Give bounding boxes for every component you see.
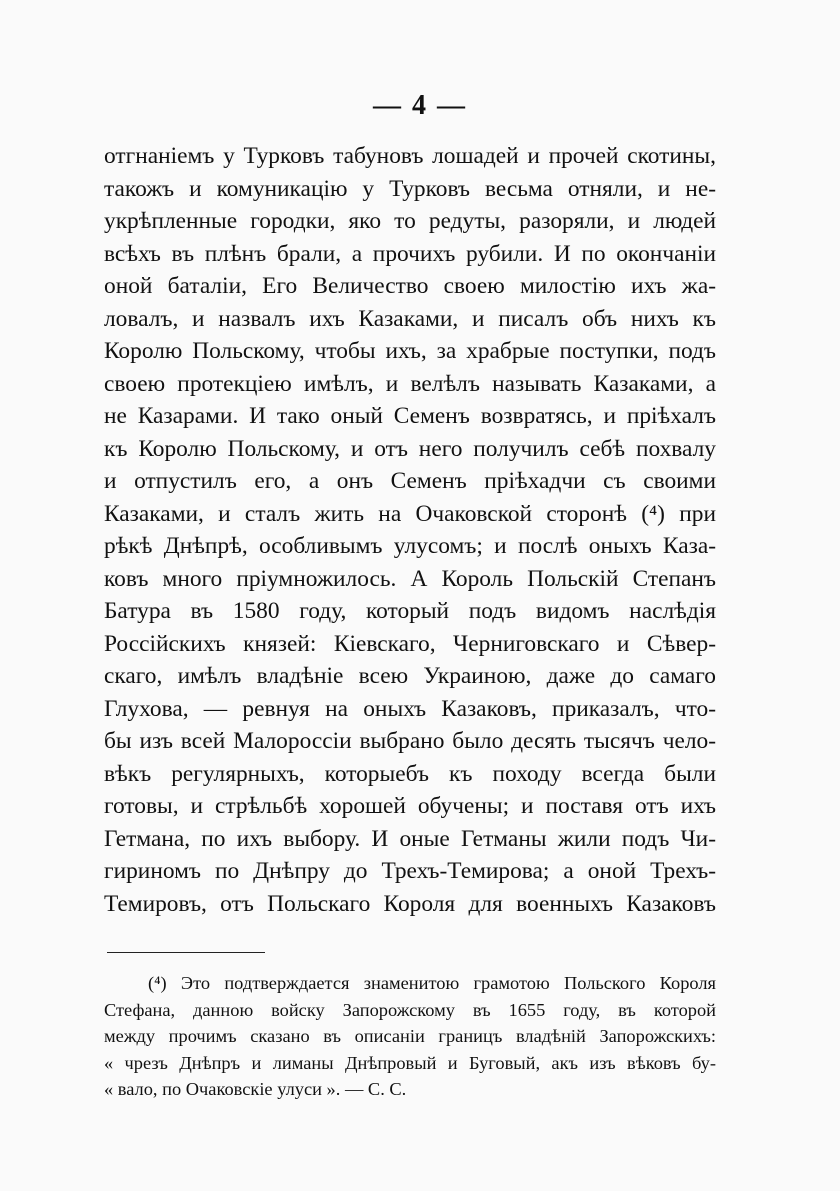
body-text [104,140,716,920]
footnote-divider [107,952,265,953]
text-line: скаго, имѣлъ владѣніе всею Украиною, даже до самаго [104,663,716,689]
text-line: гириномъ по Днѣпру до Трехъ-Темирова; а оной Трехъ- [104,858,716,884]
text-line: рѣкѣ Днѣпрѣ, особливымъ улусомъ; и послѣ оныхъ Каза- [104,533,716,559]
text-line: Россійскихъ князей: Кіевскаго, Черниговскаго и Сѣвер- [104,630,716,657]
text-line: такожъ и комуникацію у Турковъ весьма отняли, и не- [104,175,716,202]
footnote-line: (⁴) Это подтверждается знаменитою грамотою Польского Короля [148,973,716,993]
text-line: не Казарами. И тако оный Семенъ возвратясь, и пріѣхалъ [104,403,716,429]
text-line: готовы, и стрѣльбѣ хорошей обучены; и поставя отъ ихъ [104,793,716,819]
footnote-line: « чрезъ Днѣпръ и лиманы Днѣпровый и Буговый, акъ изъ вѣковъ бу- [104,1052,716,1073]
text-line: и отпустилъ его, а онъ Семенъ пріѣхадчи съ своими [104,468,716,494]
text-line: отгнаніемъ у Турковъ табуновъ лошадей и прочей скотины, [104,143,716,169]
text-line: оной баталіи, Его Величество своею милостію ихъ жа- [104,273,716,299]
text-line: ловалъ, и назвалъ ихъ Казаками, и писалъ объ нихъ къ [104,305,716,332]
text-line: укрѣпленные городки, яко то редуты, разоряли, и людей [104,208,716,234]
text-line: Казаками, и сталъ жить на Очаковской сторонѣ (⁴) при [104,500,716,527]
text-line: всѣхъ въ плѣнъ брали, а прочихъ рубили. И по окончаніи [104,240,716,267]
text-line: Глухова, — ревнуя на оныхъ Казаковъ, приказалъ, что- [104,695,716,722]
footnote-line: Стефана, данною войску Запорожскому въ 1655 году, въ которой [104,999,716,1020]
text-line: къ Королю Польскому, и отъ него получилъ себѣ похвалу [104,435,716,462]
text-line: бы изъ всей Малороссіи выбрано было десять тысячъ чело- [104,728,716,754]
page-number: — 4 — [373,90,467,121]
footnote-line: « вало, по Очаковскіе улуси ». — С. С. [104,1079,407,1100]
text-line: ковъ много пріумножилось. А Король Польскій Степанъ [104,565,716,592]
text-line: своею протекціею имѣлъ, и велѣлъ называть Казаками, а [104,370,716,397]
text-line: Батура въ 1580 году, который подъ видомъ наслѣдія [104,598,716,624]
footnote [104,970,716,1103]
text-line: Гетмана, по ихъ выбору. И оные Гетманы жили подъ Чи- [104,825,716,852]
text-line: Темировъ, отъ Польскаго Короля для военныхъ Казаковъ [104,890,716,917]
text-line: вѣкъ регулярныхъ, которыебъ къ походу всегда были [104,760,716,787]
text-line: Королю Польскому, чтобы ихъ, за храбрые поступки, подъ [104,338,716,364]
footnote-line: между прочимъ сказано въ описаніи границъ владѣній Запорожскихъ: [104,1026,716,1047]
